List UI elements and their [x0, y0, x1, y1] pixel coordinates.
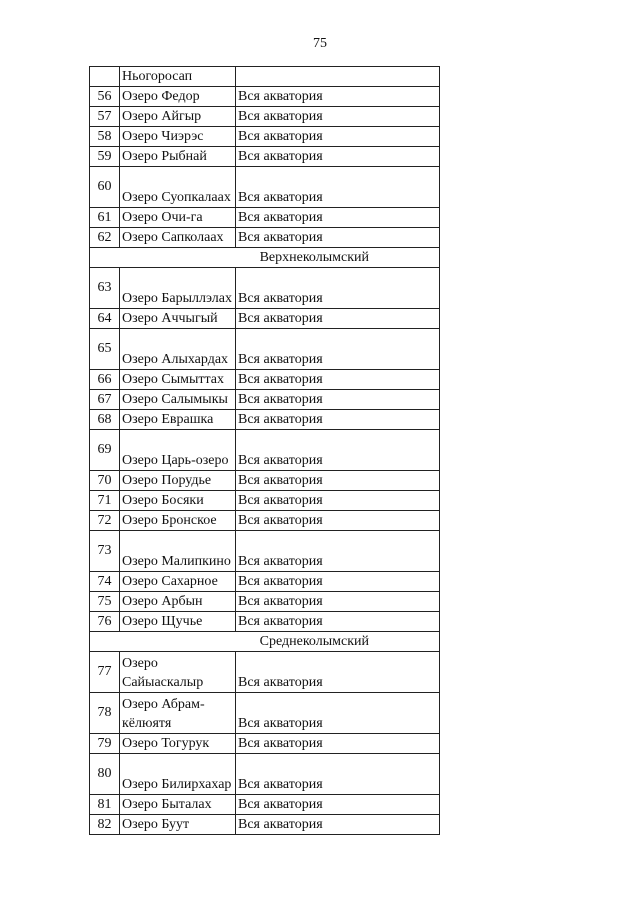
area-cell: Вся акватория	[236, 491, 440, 511]
table-row	[90, 107, 440, 127]
lake-name-cell: Озеро Сапколаах	[120, 228, 236, 248]
table-row	[90, 329, 440, 370]
table-row	[90, 795, 440, 815]
lake-name-cell: Озеро Билирхахар	[120, 754, 236, 795]
row-number-cell: 78	[90, 693, 120, 734]
lake-name-cell: Озеро Аччыгый	[120, 309, 236, 329]
area-cell: Вся акватория	[236, 309, 440, 329]
area-cell: Вся акватория	[236, 329, 440, 370]
lakes-table	[89, 66, 440, 835]
table-row	[90, 167, 440, 208]
area-cell: Вся акватория	[236, 390, 440, 410]
lake-name-cell: Озеро Быталах	[120, 795, 236, 815]
row-number-cell: 63	[90, 268, 120, 309]
lake-name-cell: Озеро Айгыр	[120, 107, 236, 127]
page-number: 75	[313, 36, 327, 51]
lake-name-cell: Озеро Суопкалаах	[120, 167, 236, 208]
table-row	[90, 309, 440, 329]
lake-name-cell: Озеро Арбын	[120, 592, 236, 612]
lake-name-cell: Ньогоросап	[120, 67, 236, 87]
lake-name-cell: Озеро Рыбнай	[120, 147, 236, 167]
table-row	[90, 693, 440, 734]
section-title: Среднеколымский	[90, 632, 440, 652]
lake-name-cell: Озеро Малипкино	[120, 531, 236, 572]
lake-name-cell: Озеро Абрам-кёлюятя	[120, 693, 236, 734]
section-row	[90, 248, 440, 268]
row-number-cell: 68	[90, 410, 120, 430]
lake-name-cell: Озеро Чиэрэс	[120, 127, 236, 147]
area-cell: Вся акватория	[236, 612, 440, 632]
area-cell: Вся акватория	[236, 410, 440, 430]
row-number-cell: 82	[90, 815, 120, 835]
area-cell: Вся акватория	[236, 471, 440, 491]
row-number-cell: 76	[90, 612, 120, 632]
table-row	[90, 815, 440, 835]
row-number-cell: 59	[90, 147, 120, 167]
lake-name-cell: Озеро Бронское	[120, 511, 236, 531]
table-row	[90, 127, 440, 147]
area-cell: Вся акватория	[236, 147, 440, 167]
lake-name-cell: Озеро Щучье	[120, 612, 236, 632]
table-row	[90, 147, 440, 167]
lake-name-cell: Озеро Порудье	[120, 471, 236, 491]
row-number-cell: 73	[90, 531, 120, 572]
lake-name-cell: Озеро Сымыттах	[120, 370, 236, 390]
row-number-cell: 80	[90, 754, 120, 795]
row-number-cell: 70	[90, 471, 120, 491]
table-row-continuation	[90, 67, 440, 87]
table-row	[90, 370, 440, 390]
table-row	[90, 491, 440, 511]
row-number-cell	[90, 67, 120, 87]
table-row	[90, 471, 440, 491]
row-number-cell: 67	[90, 390, 120, 410]
row-number-cell: 79	[90, 734, 120, 754]
row-number-cell: 56	[90, 87, 120, 107]
area-cell	[236, 67, 440, 87]
area-cell: Вся акватория	[236, 754, 440, 795]
section-row	[90, 632, 440, 652]
area-cell: Вся акватория	[236, 734, 440, 754]
row-number-cell: 69	[90, 430, 120, 471]
lake-name-cell: Озеро Барыллэлах	[120, 268, 236, 309]
area-cell: Вся акватория	[236, 167, 440, 208]
area-cell: Вся акватория	[236, 268, 440, 309]
lake-name-cell: Озеро Босяки	[120, 491, 236, 511]
area-cell: Вся акватория	[236, 531, 440, 572]
table-row	[90, 612, 440, 632]
area-cell: Вся акватория	[236, 511, 440, 531]
row-number-cell: 62	[90, 228, 120, 248]
lakes-table-body	[90, 67, 440, 835]
table-row	[90, 592, 440, 612]
area-cell: Вся акватория	[236, 87, 440, 107]
area-cell: Вся акватория	[236, 592, 440, 612]
section-title: Верхнеколымский	[90, 248, 440, 268]
table-row	[90, 208, 440, 228]
table-row	[90, 410, 440, 430]
area-cell: Вся акватория	[236, 430, 440, 471]
area-cell: Вся акватория	[236, 107, 440, 127]
row-number-cell: 72	[90, 511, 120, 531]
table-row	[90, 754, 440, 795]
row-number-cell: 61	[90, 208, 120, 228]
table-row	[90, 430, 440, 471]
area-cell: Вся акватория	[236, 693, 440, 734]
area-cell: Вся акватория	[236, 572, 440, 592]
area-cell: Вся акватория	[236, 652, 440, 693]
lake-name-cell: Озеро Еврашка	[120, 410, 236, 430]
area-cell: Вся акватория	[236, 208, 440, 228]
area-cell: Вся акватория	[236, 815, 440, 835]
row-number-cell: 77	[90, 652, 120, 693]
table-row	[90, 390, 440, 410]
table-row	[90, 511, 440, 531]
table-row	[90, 87, 440, 107]
row-number-cell: 66	[90, 370, 120, 390]
lake-name-cell: Озеро Тогурук	[120, 734, 236, 754]
table-row	[90, 734, 440, 754]
table-row	[90, 228, 440, 248]
row-number-cell: 64	[90, 309, 120, 329]
row-number-cell: 58	[90, 127, 120, 147]
lake-name-cell: Озеро Царь-озеро	[120, 430, 236, 471]
row-number-cell: 60	[90, 167, 120, 208]
lake-name-cell: Озеро Сахарное	[120, 572, 236, 592]
lake-name-cell: Озеро Федор	[120, 87, 236, 107]
area-cell: Вся акватория	[236, 228, 440, 248]
row-number-cell: 57	[90, 107, 120, 127]
table-row	[90, 572, 440, 592]
table-row	[90, 531, 440, 572]
area-cell: Вся акватория	[236, 795, 440, 815]
area-cell: Вся акватория	[236, 127, 440, 147]
row-number-cell: 81	[90, 795, 120, 815]
lake-name-cell: Озеро Салымыкы	[120, 390, 236, 410]
table-row	[90, 652, 440, 693]
lake-name-cell: Озеро Очи-га	[120, 208, 236, 228]
row-number-cell: 65	[90, 329, 120, 370]
lake-name-cell: Озеро Буут	[120, 815, 236, 835]
lake-name-cell: Озеро Алыхардах	[120, 329, 236, 370]
row-number-cell: 71	[90, 491, 120, 511]
row-number-cell: 74	[90, 572, 120, 592]
table-row	[90, 268, 440, 309]
row-number-cell: 75	[90, 592, 120, 612]
area-cell: Вся акватория	[236, 370, 440, 390]
lake-name-cell: Озеро Сайыаскалыр	[120, 652, 236, 693]
